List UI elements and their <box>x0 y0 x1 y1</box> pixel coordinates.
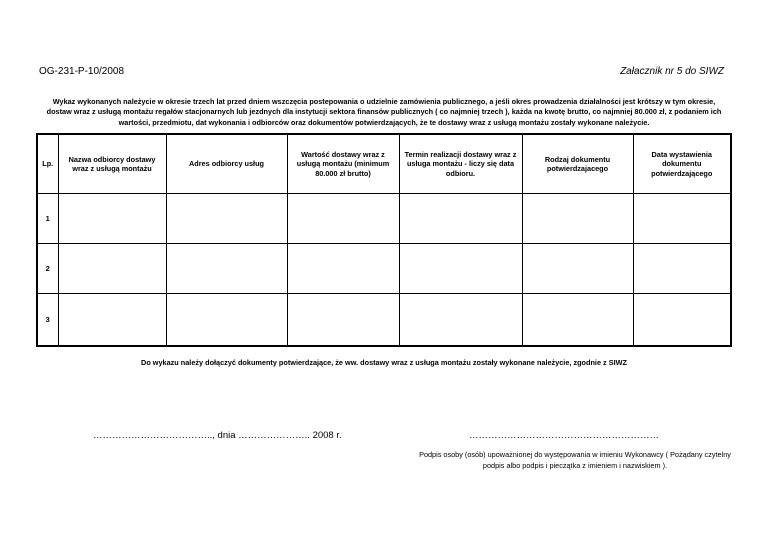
col-header-document-date: Data wystawienia dokumentu potwierdzającego <box>633 134 731 194</box>
completion-date-cell[interactable] <box>399 244 522 294</box>
col-header-recipient-address: Adres odbiorcy usług <box>166 134 287 194</box>
completion-date-cell[interactable] <box>399 294 522 347</box>
recipient-address-cell[interactable] <box>166 194 287 244</box>
deliveries-table <box>36 133 732 347</box>
signature-caption <box>404 450 746 471</box>
value-cell[interactable] <box>287 244 399 294</box>
signature-caption-line: Podpis osoby (osób) upoważnionej do występowania w imieniu Wykonawcy ( Pożądany czytelny <box>419 450 731 459</box>
recipient-name-cell[interactable] <box>58 294 166 347</box>
attachment-note: Do wykazu należy dołączyć dokumenty potwierdzające, że ww. dostawy wraz z usługa montażu zostały wykonane należycie, zgodnie z SIWZ <box>141 358 627 367</box>
col-header-document-type: Rodzaj dokumentu potwierdzajacego <box>522 134 633 194</box>
table-row <box>37 194 731 244</box>
signature-caption-line: podpis albo podpis i pieczątka z imieniem i nazwiskiem ). <box>482 460 668 470</box>
intro-line: dostaw wraz z usługą montażu regałów stacjonarnych lub jezdnych dla instytucji sektora finansów publicznych ( co najmniej trzech ), każda na kwotę brutto, co najmniej 80.000 zł, z podaniem ich <box>46 107 722 117</box>
recipient-name-cell[interactable] <box>58 244 166 294</box>
completion-date-cell[interactable] <box>399 194 522 244</box>
col-header-recipient-name: Nazwa odbiorcy dostawy wraz z usługą montażu <box>58 134 166 194</box>
table-row <box>37 294 731 347</box>
table-header-row <box>37 134 731 194</box>
signature-line: …………………………………………………… <box>469 430 659 441</box>
document-type-cell[interactable] <box>522 194 633 244</box>
recipient-name-cell[interactable] <box>58 194 166 244</box>
document-date-cell[interactable] <box>633 194 731 244</box>
document-type-cell[interactable] <box>522 294 633 347</box>
place-date-line: ……………………………….., dnia ………………….. 2008 r. <box>93 430 342 441</box>
intro-line: wartości, przedmiotu, dat wykonania i odbiorców oraz dokumentów potwierdzających, że te dostawy wraz z usługą montażu zostały wykonane należycie. <box>118 117 650 127</box>
row-number: 1 <box>37 194 58 244</box>
document-type-cell[interactable] <box>522 244 633 294</box>
col-header-lp: Lp. <box>37 134 58 194</box>
attachment-label: Załacznik nr 5 do SIWZ <box>620 66 724 77</box>
table-row <box>37 244 731 294</box>
document-date-cell[interactable] <box>633 244 731 294</box>
intro-text <box>36 97 732 128</box>
recipient-address-cell[interactable] <box>166 294 287 347</box>
intro-line: Wykaz wykonanych należycie w okresie trzech lat przed dniem wszczęcia postepowania o udzielnie zamówienia publicznego, a jeśli okres prowadzenia działalności jest krótszy w tym okresie, <box>52 97 716 106</box>
row-number: 3 <box>37 294 58 347</box>
col-header-value: Wartość dostawy wraz z usługą montażu (minimum 80.000 zł brutto) <box>287 134 399 194</box>
col-header-completion-date: Termin realizacji dostawy wraz z usługa montażu - liczy się data odbioru. <box>399 134 522 194</box>
value-cell[interactable] <box>287 194 399 244</box>
value-cell[interactable] <box>287 294 399 347</box>
document-reference: OG-231-P-10/2008 <box>39 66 125 77</box>
recipient-address-cell[interactable] <box>166 244 287 294</box>
row-number: 2 <box>37 244 58 294</box>
document-date-cell[interactable] <box>633 294 731 347</box>
